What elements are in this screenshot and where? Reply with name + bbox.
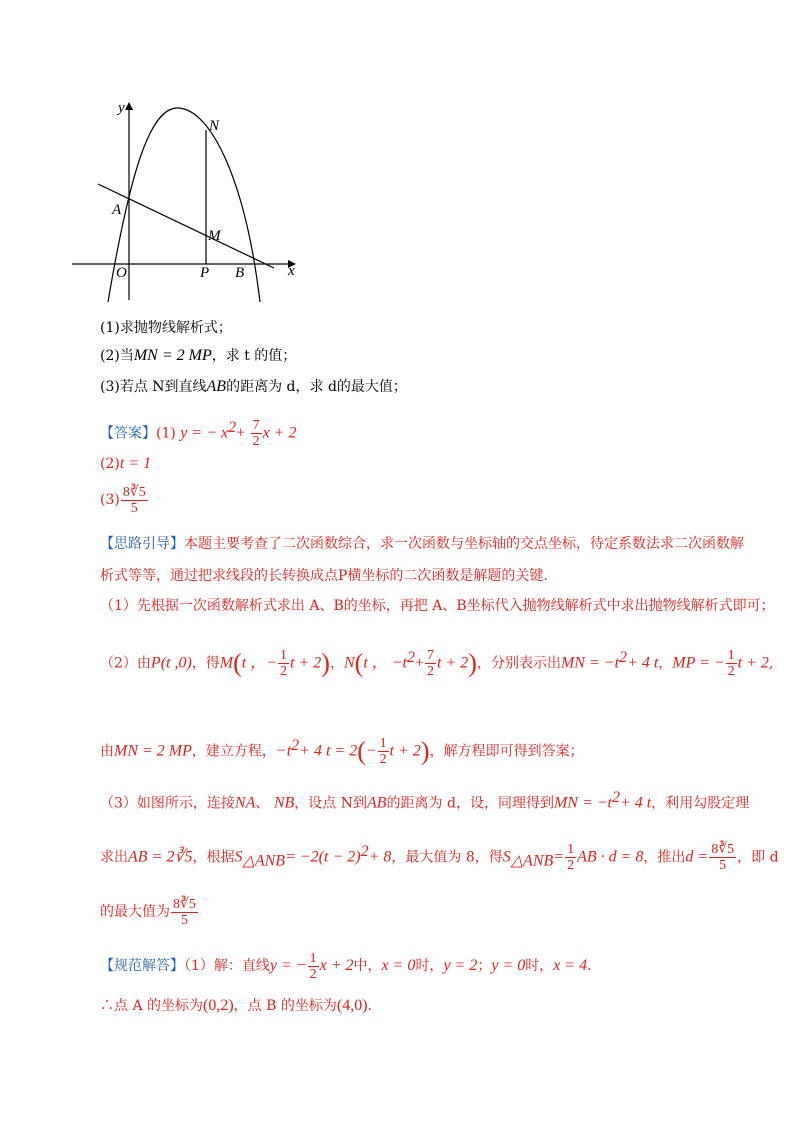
label-m: M <box>208 228 221 244</box>
question-1: (1)求抛物线解析式； <box>100 320 232 336</box>
guide-line-6: （3）如图所示，连接NA、 NB，设点 N到AB的距离为 d，设，同理得到MN = $-t^2+ 4$ t，利用勾股定理 <box>100 789 750 812</box>
guide-line-8: 的最大值为 $\frac{8∛5}{5}$ <box>100 896 196 928</box>
label-y: y <box>118 100 125 116</box>
solution-line-2: ∴点 A 的坐标为(0,2)，点 B 的坐标为(4,0). <box>100 997 372 1014</box>
fraction-7-2: $\frac{7}{2}$ <box>252 418 260 450</box>
label-x: x <box>288 263 295 279</box>
question-2: (2)当MN = 2 MP，求 t 的值； <box>100 347 297 364</box>
parabola-figure <box>60 92 310 312</box>
y-axis-arrow <box>125 102 133 110</box>
label-b: B <box>235 265 245 281</box>
label-p: P <box>200 265 210 281</box>
answer-2: (2)t = 1 <box>100 455 152 472</box>
guide-line-1: 【思路引导】本题主要考查了二次函数综合，求一次函数与坐标轴的交点坐标，待定系数法求二次函数解 <box>100 536 744 552</box>
guide-line-4: （2）由P(t ,0)，得M(t ，− $\frac{1}{2}$ t + 2)，N(t ， $-t^2+$ $\frac{7}{2}$ t + 2)，分别表示出MN = $-t^2+ 4$ t，MP = − $\frac{1}{2}$ t + 2, <box>100 648 774 680</box>
answer-3: (3) $\frac{8∛5}{5}$ <box>100 484 146 516</box>
label-n: N <box>209 118 220 134</box>
label-o: O <box>116 265 127 281</box>
question-3: (3)若点 N到直线AB的距离为 d，求 d的最大值； <box>100 378 407 395</box>
guide-line-7: 求出AB = 2∛5，根据$S_{\triangle ANB}= -2(t - 2)^2+ 8$，最大值为 8，得$S_{\triangle ANB}=$ $\frac{1}{2}$ AB · d = 8，推出d = $\frac{8∛5}{5}$ ，即 d <box>100 842 779 874</box>
guide-tag: 【思路引导】 <box>100 536 184 552</box>
solution-tag: 【规范解答】 <box>100 958 184 974</box>
label-a: A <box>112 202 122 218</box>
guide-line-3: （1）先根据一次函数解析式求出 A、B的坐标，再把 A、B坐标代入抛物线解析式中求出抛物线解析式即可； <box>100 598 775 614</box>
guide-line-2: 析式等等，通过把求线段的长转换成点P横坐标的二次函数是解题的关键. <box>100 568 548 584</box>
answer-1: 【答案】(1) y = − $x^2+$ $\frac{7}{2}$ x + 2 <box>100 418 297 450</box>
guide-line-5: 由MN = 2 MP，建立方程，$-t^2+ 4$ t = 2(− $\frac{1}{2}$ t + 2)，解方程即可得到答案； <box>100 736 584 768</box>
solution-line-1: 【规范解答】（1）解：直线y = − $\frac{1}{2}$ x + 2中，x = 0时，y = 2；y = 0时，x = 4. <box>100 950 592 982</box>
answer-tag: 【答案】 <box>100 425 156 442</box>
